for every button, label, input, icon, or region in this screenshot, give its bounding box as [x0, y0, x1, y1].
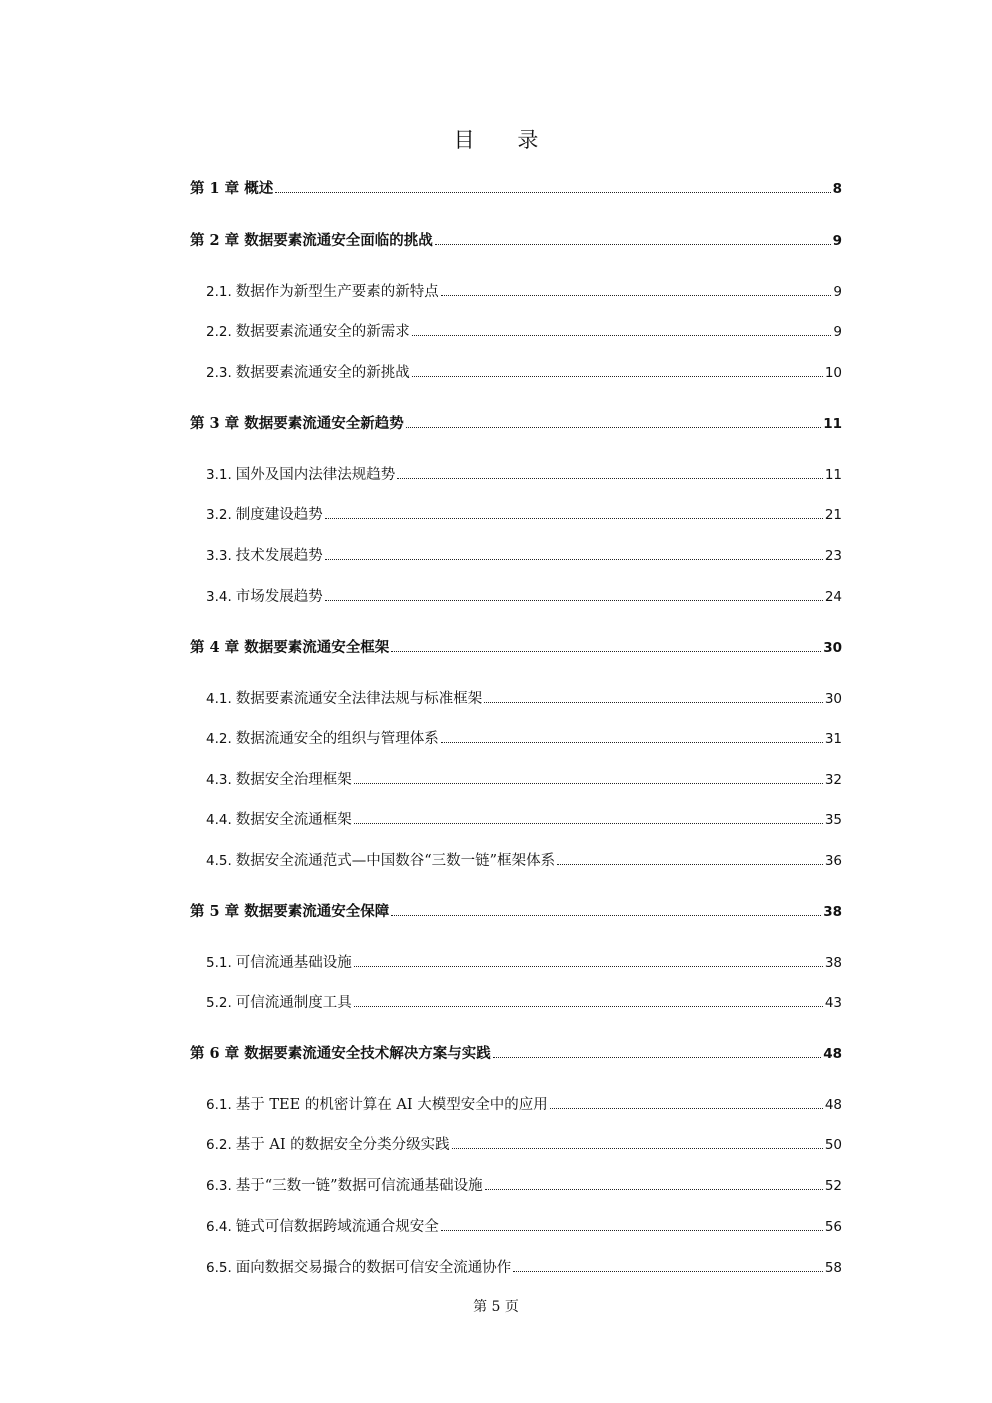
- toc-leader-dots: [557, 863, 823, 865]
- toc-leader-dots: [325, 599, 823, 601]
- toc-page-number: 30: [823, 640, 842, 656]
- toc-label: 链式可信数据跨域流通合规安全: [235, 1219, 439, 1235]
- toc-page-number: 50: [824, 1137, 842, 1153]
- toc-page-number: 36: [824, 853, 842, 869]
- toc-leader-dots: [513, 1270, 823, 1272]
- toc-section-number: 4.3.: [206, 772, 232, 788]
- toc-section-number: 3.3.: [206, 548, 232, 564]
- toc-leader-dots: [412, 375, 823, 377]
- toc-leader-dots: [441, 741, 823, 743]
- toc-section-4-4[interactable]: [206, 809, 842, 831]
- toc-leader-dots: [435, 243, 831, 245]
- toc-section-4-1[interactable]: [206, 688, 842, 710]
- toc-section-5-1[interactable]: [206, 952, 842, 974]
- toc-page-number: 56: [824, 1219, 842, 1235]
- toc-section-number: 5.1.: [206, 955, 232, 971]
- toc-label: 第 2 章 数据要素流通安全面临的挑战: [190, 232, 433, 249]
- toc-page-number: 38: [823, 904, 842, 920]
- toc-section-number: 3.1.: [206, 467, 232, 483]
- toc-section-6-5[interactable]: [206, 1257, 842, 1279]
- toc-page-number: 32: [824, 772, 842, 788]
- toc-leader-dots: [484, 701, 823, 703]
- toc-label: 技术发展趋势: [235, 548, 323, 564]
- toc-section-2-1[interactable]: [206, 281, 842, 303]
- toc-page-number: 58: [824, 1260, 842, 1276]
- toc-page-number: 24: [824, 589, 842, 605]
- toc-page-number: 11: [823, 416, 842, 432]
- toc-page-number: 31: [824, 731, 842, 747]
- toc-section-number: 5.2.: [206, 995, 232, 1011]
- toc-section-number: 3.4.: [206, 589, 232, 605]
- toc-leader-dots: [406, 426, 821, 428]
- toc-leader-dots: [354, 782, 823, 784]
- toc-chapter-1[interactable]: [190, 178, 842, 200]
- page-title: 目 录: [453, 128, 557, 152]
- toc-label: 数据要素流通安全的新需求: [235, 324, 410, 340]
- toc-label: 市场发展趋势: [235, 589, 323, 605]
- toc-section-6-3[interactable]: [206, 1175, 842, 1197]
- toc-leader-dots: [485, 1188, 823, 1190]
- toc-leader-dots: [354, 1005, 823, 1007]
- toc-section-number: 4.4.: [206, 812, 232, 828]
- toc-section-number: 6.5.: [206, 1260, 232, 1276]
- toc-chapter-6[interactable]: [190, 1043, 842, 1065]
- toc-section-3-2[interactable]: [206, 504, 842, 526]
- page-footer: 第 5 页: [473, 1299, 519, 1315]
- toc-label: 第 3 章 数据要素流通安全新趋势: [190, 415, 404, 432]
- toc-label: 数据安全治理框架: [235, 772, 352, 788]
- toc-page-number: 9: [833, 324, 842, 340]
- toc-chapter-5[interactable]: [190, 901, 842, 923]
- toc-label: 第 5 章 数据要素流通安全保障: [190, 903, 390, 920]
- toc-leader-dots: [550, 1107, 823, 1109]
- toc-section-2-2[interactable]: [206, 321, 842, 343]
- toc-chapter-2[interactable]: [190, 230, 842, 252]
- toc-label: 数据要素流通安全的新挑战: [235, 365, 410, 381]
- toc-label: 基于 TEE 的机密计算在 AI 大模型安全中的应用: [235, 1097, 548, 1113]
- toc-section-number: 6.4.: [206, 1219, 232, 1235]
- toc-leader-dots: [493, 1056, 821, 1058]
- toc-chapter-4[interactable]: [190, 637, 842, 659]
- toc-label: 基于“三数一链”数据可信流通基础设施: [235, 1178, 483, 1194]
- toc-leader-dots: [354, 965, 823, 967]
- toc-page-number: 48: [823, 1046, 842, 1062]
- toc-section-number: 6.2.: [206, 1137, 232, 1153]
- toc-section-6-2[interactable]: [206, 1134, 842, 1156]
- toc-page-number: 9: [833, 284, 842, 300]
- toc-page-number: 52: [824, 1178, 842, 1194]
- toc-label: 第 6 章 数据要素流通安全技术解决方案与实践: [190, 1045, 491, 1062]
- toc-label: 数据作为新型生产要素的新特点: [235, 284, 439, 300]
- toc-page-number: 35: [824, 812, 842, 828]
- toc-leader-dots: [325, 517, 823, 519]
- toc-section-number: 3.2.: [206, 507, 232, 523]
- toc-leader-dots: [391, 914, 821, 916]
- toc-page-number: 9: [832, 233, 842, 249]
- toc-label: 数据要素流通安全法律法规与标准框架: [235, 691, 483, 707]
- toc-label: 第 1 章 概述: [190, 180, 274, 197]
- toc-section-number: 2.1.: [206, 284, 232, 300]
- toc-label: 第 4 章 数据要素流通安全框架: [190, 639, 390, 656]
- toc-leader-dots: [452, 1147, 823, 1149]
- toc-section-2-3[interactable]: [206, 362, 842, 384]
- toc-leader-dots: [397, 477, 823, 479]
- toc-label: 数据流通安全的组织与管理体系: [235, 731, 439, 747]
- toc-section-6-1[interactable]: [206, 1094, 842, 1116]
- toc-section-4-2[interactable]: [206, 728, 842, 750]
- toc-section-number: 6.3.: [206, 1178, 232, 1194]
- toc-page-number: 10: [824, 365, 842, 381]
- toc-leader-dots: [441, 1229, 823, 1231]
- toc-leader-dots: [325, 558, 823, 560]
- toc-section-number: 4.5.: [206, 853, 232, 869]
- toc-page-number: 30: [824, 691, 842, 707]
- toc-label: 面向数据交易撮合的数据可信安全流通协作: [235, 1260, 512, 1276]
- toc-section-3-1[interactable]: [206, 464, 842, 486]
- toc-section-number: 4.2.: [206, 731, 232, 747]
- toc-label: 可信流通基础设施: [235, 955, 352, 971]
- toc-leader-dots: [391, 650, 821, 652]
- toc-page-number: 43: [824, 995, 842, 1011]
- toc-label: 数据安全流通框架: [235, 812, 352, 828]
- toc-page-number: 8: [832, 181, 842, 197]
- toc-label: 基于 AI 的数据安全分类分级实践: [235, 1137, 450, 1153]
- toc-section-number: 4.1.: [206, 691, 232, 707]
- toc-section-number: 6.1.: [206, 1097, 232, 1113]
- toc-leader-dots: [354, 822, 823, 824]
- toc-page-number: 21: [824, 507, 842, 523]
- toc-section-number: 2.3.: [206, 365, 232, 381]
- toc-label: 制度建设趋势: [235, 507, 323, 523]
- toc-chapter-3[interactable]: [190, 413, 842, 435]
- toc-section-number: 2.2.: [206, 324, 232, 340]
- toc-label: 可信流通制度工具: [235, 995, 352, 1011]
- toc-section-3-3[interactable]: [206, 545, 842, 567]
- toc-section-3-4[interactable]: [206, 586, 842, 608]
- toc-label: 国外及国内法律法规趋势: [235, 467, 396, 483]
- toc-leader-dots: [275, 191, 830, 193]
- toc-leader-dots: [412, 334, 832, 336]
- toc-page-number: 11: [824, 467, 842, 483]
- toc-page-number: 38: [824, 955, 842, 971]
- toc-section-6-4[interactable]: [206, 1216, 842, 1238]
- toc-page-number: 23: [824, 548, 842, 564]
- toc-page-number: 48: [824, 1097, 842, 1113]
- toc-section-5-2[interactable]: [206, 992, 842, 1014]
- toc-label: 数据安全流通范式—中国数谷“三数一链”框架体系: [235, 853, 556, 869]
- toc-leader-dots: [441, 294, 832, 296]
- toc-section-4-5[interactable]: [206, 850, 842, 872]
- toc-section-4-3[interactable]: [206, 769, 842, 791]
